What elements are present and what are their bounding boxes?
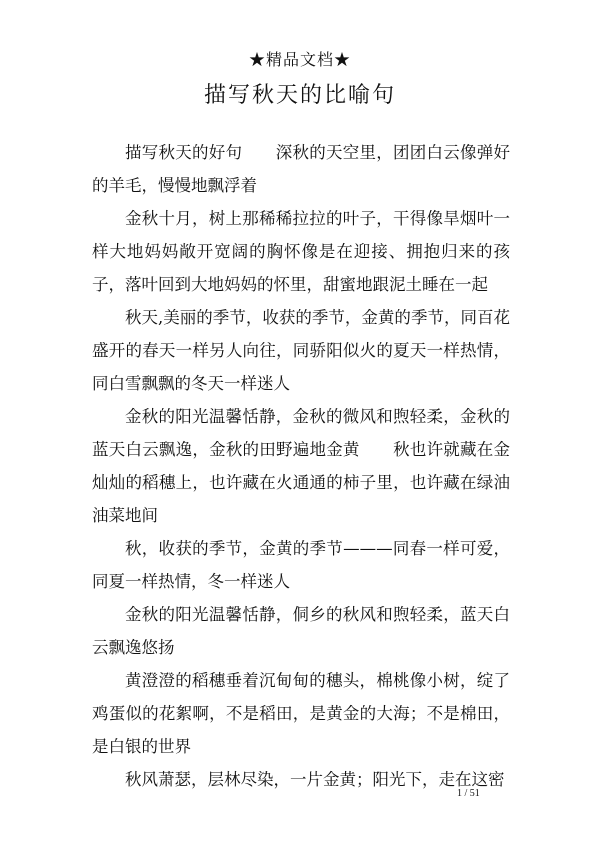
paragraph: 黄澄澄的稻穗垂着沉甸甸的穗头，棉桃像小树，绽了鸡蛋似的花絮啊，不是稻田，是黄金的大海；不是棉田，是白银的世界 xyxy=(92,671,510,756)
paragraph: 秋，收获的季节，金黄的季节———同春一样可爱，同夏一样热情，冬一样迷人 xyxy=(92,539,510,591)
paragraph: 秋风萧瑟，层林尽染，一片金黄；阳光下，走在这密 xyxy=(125,770,505,789)
paragraph: 描写秋天的好句 深秋的天空里，团团白云像弹好的羊毛，慢慢地飘浮着 xyxy=(92,143,510,195)
page-number: 1 / 51 xyxy=(457,788,480,799)
paragraph: 金秋的阳光温馨恬静，侗乡的秋风和煦轻柔，蓝天白云飘逸悠扬 xyxy=(92,605,510,657)
paragraph: 金秋十月，树上那稀稀拉拉的叶子，干得像旱烟叶一样大地妈妈敞开宽阔的胸怀像是在迎接、拥抱归来的孩子，落叶回到大地妈妈的怀里，甜蜜地跟泥土睡在一起 xyxy=(92,209,510,294)
header-mark: ★精品文档★ xyxy=(248,50,351,69)
document-body xyxy=(92,136,510,796)
document-title: 描写秋天的比喻句 xyxy=(203,83,396,108)
paragraph: 金秋的阳光温馨恬静，金秋的微风和煦轻柔，金秋的蓝天白云飘逸，金秋的田野遍地金黄 秋也许就藏在金灿灿的稻穗上，也许藏在火通通的柿子里，也许藏在绿油油菜地间 xyxy=(92,407,510,525)
paragraph: 秋天,美丽的季节，收获的季节，金黄的季节，同百花盛开的春天一样另人向往，同骄阳似火的夏天一样热情，同白雪飘飘的冬天一样迷人 xyxy=(92,308,510,393)
